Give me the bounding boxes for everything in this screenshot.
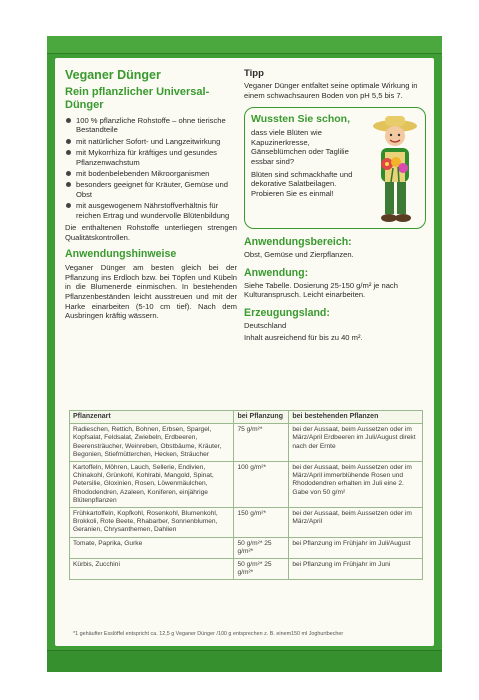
did-you-know-text-2: Blüten sind schmackhafte und dekorative Salatbeilagen. Probieren Sie es einmal! — [251, 169, 353, 198]
application-area-text: Obst, Gemüse und Zierpflanzen. — [244, 250, 354, 260]
package-top-flap — [47, 36, 442, 54]
feature-list — [65, 116, 237, 220]
product-subtitle: Rein pflanzlicher Universal-Dünger — [65, 86, 210, 111]
table-row — [70, 424, 423, 462]
label-panel — [55, 58, 434, 646]
application-text: Siehe Tabelle. Dosierung 25-150 g/m² je nach Kulturansprusch. Leicht einarbeiten. — [244, 280, 398, 300]
table-cell: bei der Aussaat, beim Aussetzen oder im März/April Erdbeeren im Juli/August direkt nach der Ernte — [289, 424, 423, 462]
table-cell: Radieschen, Rettich, Bohnen, Erbsen, Spargel, Kopfsalat, Feldsalat, Zwiebeln, Erdbeeren, Beerensträucher, Weinreben, Obstbäume, Kräuter, Begonien, Stiefmütterchen, Hecken, Sträucher — [70, 424, 234, 462]
coverage-text: Inhalt ausreichend für bis zu 40 m². — [244, 332, 363, 342]
feature-item: mit ausgewogenem Nährstoffverhältnis für reichen Ertrag und wundervolle Blütenbildung — [65, 201, 237, 220]
feature-item: 100 % pflanzliche Rohstoffe – ohne tierische Bestandteile — [65, 116, 237, 135]
table-cell: bei Pflanzung im Frühjahr im Juni — [289, 559, 423, 580]
left-column — [65, 68, 237, 321]
bullet-dot-icon — [66, 118, 71, 123]
table-header-row — [70, 411, 423, 424]
feature-item: mit Mykorrhiza für kräftiges und gesundes Pflanzenwachstum — [65, 148, 237, 167]
did-you-know-text-1: dass viele Blüten wie Kapuzinerkresse, Gänseblümchen oder Taglilie essbar sind? — [251, 128, 349, 166]
origin-country-text: Deutschland — [244, 320, 287, 330]
product-title: Veganer Dünger — [65, 68, 161, 82]
right-column — [244, 68, 426, 342]
table-row — [70, 508, 423, 538]
application-area-heading: Anwendungsbereich: — [244, 236, 352, 249]
table-footnote: *1 gehäufter Esslöffel entspricht ca. 12,5 g Veganer Dünger /100 g entsprechen z. B. einem150 ml Joghurtbecher — [73, 631, 344, 637]
table-cell: Kartoffeln, Möhren, Lauch, Sellerie, Endivien, Chinakohl, Grünkohl, Kohlrabi, Mangold, Spinat, Petersilie, Gloxinien, Rosen, Löwenmäulchen, Rhododendren, Azaleen, Koniferen, einjährige Blütenpflanzen — [70, 462, 234, 508]
table-cell: 50 g/m²* 25 g/m²* — [234, 559, 289, 580]
table-cell: Frühkartoffeln, Kopfkohl, Rosenkohl, Blumenkohl, Brokkoli, Rote Beete, Rhabarber, Sonnenblumen, Geranien, Chrysanthemen, Dahlien — [70, 508, 234, 538]
bullet-dot-icon — [66, 139, 71, 144]
table-cell: bei der Aussaat, beim Aussetzen oder im März/April — [289, 508, 423, 538]
feature-item: mit natürlicher Sofort- und Langzeitwirkung — [65, 137, 237, 146]
bullet-dot-icon — [66, 171, 71, 176]
table-cell: 100 g/m²* — [234, 462, 289, 508]
table-cell: Tomate, Paprika, Gurke — [70, 537, 234, 558]
table-row — [70, 537, 423, 558]
bullet-dot-icon — [66, 203, 71, 208]
column-header-planting: bei Pflanzung — [234, 411, 289, 424]
table-cell: 50 g/m²* 25 g/m²* — [234, 537, 289, 558]
table-row — [70, 462, 423, 508]
table-cell: 75 g/m²* — [234, 424, 289, 462]
tip-heading: Tipp — [244, 68, 264, 79]
table-cell: Kürbis, Zucchini — [70, 559, 234, 580]
table-row — [70, 559, 423, 580]
usage-hints-heading: Anwendungshinweise — [65, 248, 177, 261]
origin-country-heading: Erzeugungsland: — [244, 306, 330, 319]
quality-note: Die enthaltenen Rohstoffe unterliegen strengen Qualitätskontrollen. — [65, 223, 237, 242]
feature-item: besonders geeignet für Kräuter, Gemüse und Obst — [65, 180, 237, 199]
package-bottom-flap — [47, 650, 442, 672]
did-you-know-heading: Wussten Sie schon, — [251, 113, 350, 126]
table-cell: bei der Aussaat, beim Aussetzen oder im März/April immerblühende Rosen und Rhododendren erhalten im Juli eine 2. Gabe von 50 g/m² — [289, 462, 423, 508]
table-cell: 150 g/m²* — [234, 508, 289, 538]
gardener-illustration — [363, 112, 423, 228]
dosage-table — [69, 410, 423, 580]
column-header-plant: Pflanzenart — [70, 411, 234, 424]
application-heading: Anwendung: — [244, 266, 309, 279]
bullet-dot-icon — [66, 182, 71, 187]
tip-text: Veganer Dünger entfaltet seine optimale Wirkung in einem schwachsauren Boden von pH 5,5 bis 7. — [244, 81, 418, 100]
feature-item: mit bodenbelebenden Mikroorganismen — [65, 169, 237, 178]
usage-hints-text: Veganer Dünger am besten gleich bei der Pflanzung ins Erdloch bzw. bei Töpfen und Kübeln in die Blumenerde einmischen. In bestehenden Pflanzenbeständen leicht ausstreuen und mit der Harke einarbeiten (5-10 cm tief). Nach dem Ausbringen kräftig wässern. — [65, 263, 237, 321]
bullet-dot-icon — [66, 150, 71, 155]
column-header-existing: bei bestehenden Pflanzen — [289, 411, 423, 424]
table-cell: bei Pflanzung im Frühjahr im Juli/August — [289, 537, 423, 558]
did-you-know-box — [244, 107, 426, 229]
